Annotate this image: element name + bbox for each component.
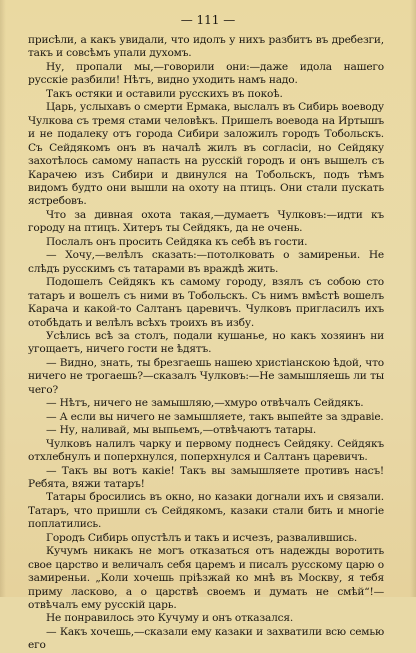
paragraph: — Какъ хочешь,—сказали ему казаки и захватили всю семью его — [28, 625, 384, 652]
page-number: — 111 — — [180, 13, 236, 27]
paragraph: Татары бросились въ окно, но казаки догнали ихъ и связали. Татаръ, что пришли съ Сейдякомъ, казаки стали бить и многіе поплатились. — [28, 491, 384, 531]
paragraph: Чулковъ налилъ чарку и первому поднесъ Сейдяку. Сейдякъ отхлебнулъ и поперхнулся, поперхнулся и Салтанъ царевичъ. — [28, 437, 384, 464]
paragraph: — Хочу,—велѣлъ сказать:—потолковать о замиреньи. Не слѣдъ русскимъ съ татарами въ враждѣ жить. — [28, 249, 384, 275]
paragraph: — Нѣтъ, ничего не замышляю,—хмуро отвѣчалъ Сейдякъ. — [46, 397, 364, 410]
paragraph: — А если вы ничего не замышляете, такъ выпейте за здравіе. — [46, 410, 384, 423]
paragraph: Царь, услыхавъ о смерти Ермака, выслалъ въ Сибирь воеводу Чулкова съ тремя стами человѣкъ. Пришелъ воевода на Иртышъ и не подалеку отъ города Сибири заложилъ городъ Тобольскъ. Съ Сейдякомъ онъ въ началѣ жилъ въ согласіи, но Сейдяку захотѣлось самому напасть на русскій городъ и онъ вышелъ съ Карачею изъ Сибири и двинулся на Тобольскъ, подъ тѣмъ видомъ будто они вышли на охоту на птицъ. Они стали пускать ястребовъ. — [28, 101, 384, 208]
paragraph: Послалъ онъ просить Сейдяка къ себѣ въ гости. — [46, 235, 308, 248]
paragraph: — Видно, знать, ты брезгаешь нашею христіанскою ѣдой, что ничего не трогаешь?—сказалъ Чулковъ:—Не замышляешь ли ты чего? — [28, 356, 384, 396]
paragraph: Такъ остяки и оставили русскихъ въ покоѣ. — [46, 87, 283, 100]
paragraph: — Ну, наливай, мы выпьемъ,—отвѣчаютъ татары. — [46, 424, 317, 437]
paragraph: — Такъ вы вотъ какіе! Такъ вы замышляете противъ насъ! Ребята, вяжи татаръ! — [28, 464, 384, 490]
paragraph: Ну, пропали мы,—говорили они:—даже идола нашего русскіе разбили! Нѣтъ, видно уходить намъ надо. — [28, 60, 384, 87]
page-edge-shadow-right — [410, 0, 416, 597]
paragraph: Кучумъ никакъ не могъ отказаться отъ надежды воротить свое царство и величалъ себя царемъ и писалъ русскому царю о замиреньи. „Коли хочешь пріѣзжай ко мнѣ въ Москву, я тебя приму ласково, а о царствѣ своемъ и думать не смѣй“!—отвѣчалъ ему русскій царь. — [28, 545, 384, 612]
body-text — [28, 34, 384, 653]
paragraph: Что за дивная охота такая,—думаетъ Чулковъ:—идти къ городу на птицъ. Хитеръ ты Сейдякъ, да не очень. — [28, 208, 384, 235]
paragraph: Подошелъ Сейдякъ къ самому городу, взялъ съ собою сто татаръ и вошелъ съ ними въ Тобольскъ. Съ нимъ вмѣстѣ вошелъ Карача и какой-то Салтанъ царевичъ. Чулковъ пригласилъ ихъ отобѣдать и велѣлъ всѣхъ троихъ въ избу. — [28, 276, 384, 329]
page-edge-shadow-left — [0, 0, 6, 597]
paragraph: Усѣлись всѣ за столъ, подали кушанье, но какъ хозяинъ ни угощаетъ, ничего гости не ѣдятъ. — [28, 329, 384, 356]
paragraph: присѣли, а какъ увидали, что идолъ у нихъ разбитъ въ дребезги, такъ и совсѣмъ упали духомъ. — [28, 34, 384, 60]
paragraph: Не понравилось это Кучуму и онъ отказался. — [46, 612, 294, 625]
paragraph: Городъ Сибирь опустѣлъ и такъ и исчезъ, развалившись. — [46, 531, 358, 544]
